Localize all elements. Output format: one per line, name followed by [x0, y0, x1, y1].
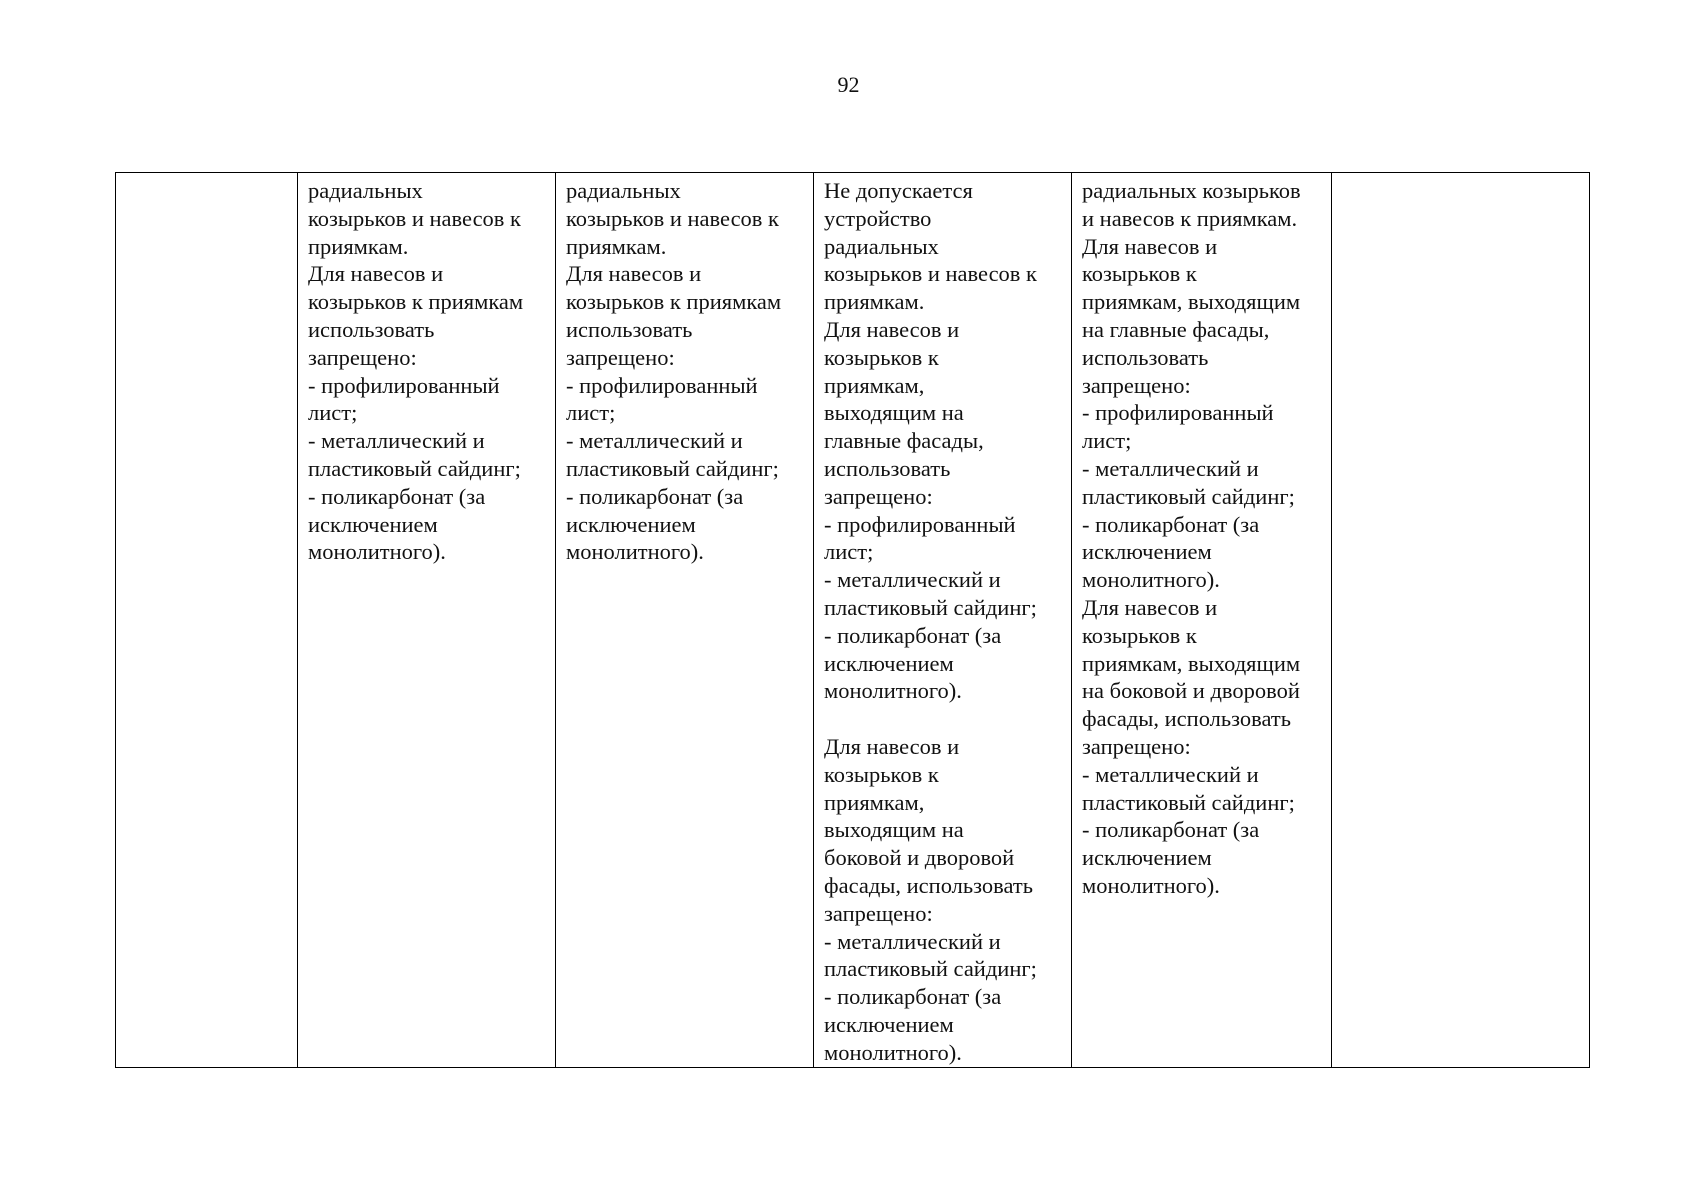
cell-text-line	[824, 705, 1063, 733]
cell-text-line: исключением	[824, 650, 954, 676]
cell-text-line: лист;	[824, 539, 874, 565]
table-row	[116, 173, 1590, 1068]
cell-text-line: - металлический и	[1082, 455, 1259, 481]
cell-text-line: главные фасады,	[824, 428, 984, 454]
cell-text-line: - металлический и	[824, 567, 1001, 593]
cell-text-line: на главные фасады,	[1082, 316, 1270, 342]
cell-text-line: приямкам.	[566, 233, 667, 259]
cell-text-line: пластиковый сайдинг;	[1082, 483, 1295, 509]
cell-text-line: козырьков к приямкам	[566, 289, 782, 315]
cell-text-line: - профилированный	[1082, 400, 1274, 426]
cell-text-line: запрещено:	[308, 344, 417, 370]
cell-text-line: радиальных козырьков	[1082, 178, 1301, 203]
cell-text-line: приямкам, выходящим	[1082, 650, 1301, 676]
cell-text-line: козырьков к	[824, 761, 939, 787]
cell-text-line: козырьков и навесов к	[824, 261, 1037, 287]
cell-text-line: Для навесов и	[1082, 594, 1218, 620]
cell-text-line: фасады, использовать	[1082, 706, 1291, 732]
cell-text-line: боковой и дворовой	[824, 845, 1015, 871]
cell-text-line: выходящим на	[824, 400, 964, 426]
cell-text-line: - металлический и	[308, 428, 485, 454]
cell-text-line: на боковой и дворовой	[1082, 678, 1300, 704]
cell-text-line: монолитного).	[308, 539, 446, 565]
cell-text-line: Не допускается	[824, 178, 973, 203]
cell-text-line: - поликарбонат (за	[308, 483, 486, 509]
table-cell-col-3	[556, 173, 814, 1068]
cell-text-line: - металлический и	[566, 428, 743, 454]
cell-text-line: Для навесов и	[308, 261, 444, 287]
cell-text-line: использовать	[308, 316, 435, 342]
cell-text-line: монолитного).	[1082, 567, 1220, 593]
cell-text-line: пластиковый сайдинг;	[824, 956, 1037, 982]
cell-text-line: - профилированный	[308, 372, 500, 398]
cell-text-line: запрещено:	[1082, 372, 1191, 398]
cell-text-line: использовать	[1082, 344, 1209, 370]
table-cell-col-2	[298, 173, 556, 1068]
cell-text-line: козырьков к приямкам	[308, 289, 524, 315]
cell-text-line: запрещено:	[824, 483, 933, 509]
cell-text-line: пластиковый сайдинг;	[824, 594, 1037, 620]
cell-text-line: - поликарбонат (за	[824, 622, 1002, 648]
table-cell-col-1	[116, 173, 298, 1068]
cell-text-line: монолитного).	[566, 539, 704, 565]
cell-text-line: козырьков к	[1082, 261, 1197, 287]
table-cell-col-4	[814, 173, 1072, 1068]
cell-text-line: выходящим на	[824, 817, 964, 843]
cell-text-line: лист;	[566, 400, 616, 426]
cell-text-line: радиальных	[566, 178, 681, 203]
cell-text-line: приямкам,	[824, 789, 925, 815]
cell-text-line: исключением	[566, 511, 696, 537]
cell-text-line: запрещено:	[566, 344, 675, 370]
table-cell-col-5	[1072, 173, 1332, 1068]
cell-text-line: приямкам.	[824, 289, 925, 315]
cell-text-line: использовать	[566, 316, 693, 342]
cell-text-line: - поликарбонат (за	[1082, 511, 1260, 537]
cell-text-line: запрещено:	[824, 900, 933, 926]
page-number: 92	[837, 72, 860, 97]
cell-text-line: козырьков и навесов к	[566, 205, 779, 231]
cell-text-line: козырьков и навесов к	[308, 205, 521, 231]
cell-text-line: Для навесов и	[824, 316, 960, 342]
regulations-table	[115, 172, 1590, 1068]
cell-text-line: использовать	[824, 455, 951, 481]
cell-text-line: козырьков к	[1082, 622, 1197, 648]
cell-text-line: фасады, использовать	[824, 872, 1033, 898]
cell-text-line: - профилированный	[566, 372, 758, 398]
cell-text-line: - поликарбонат (за	[824, 984, 1002, 1010]
cell-text-line: лист;	[308, 400, 358, 426]
cell-text-line: приямкам.	[308, 233, 409, 259]
cell-text-line: пластиковый сайдинг;	[308, 455, 521, 481]
cell-text-line: запрещено:	[1082, 733, 1191, 759]
cell-text-line: - профилированный	[824, 511, 1016, 537]
cell-text-line: приямкам,	[824, 372, 925, 398]
table-cell-col-6	[1332, 173, 1590, 1068]
cell-text-line: пластиковый сайдинг;	[566, 455, 779, 481]
cell-text-line: исключением	[824, 1011, 954, 1037]
cell-text-line: Для навесов и	[824, 733, 960, 759]
cell-text-line: - металлический и	[824, 928, 1001, 954]
cell-text-line: радиальных	[308, 178, 423, 203]
cell-text-line: монолитного).	[1082, 872, 1220, 898]
cell-text-line: монолитного).	[824, 1039, 962, 1065]
cell-text-line: - поликарбонат (за	[1082, 817, 1260, 843]
cell-text-line: исключением	[1082, 845, 1212, 871]
cell-text-line: приямкам, выходящим	[1082, 289, 1301, 315]
cell-text-line: - поликарбонат (за	[566, 483, 744, 509]
cell-text-line: пластиковый сайдинг;	[1082, 789, 1295, 815]
cell-text-line: - металлический и	[1082, 761, 1259, 787]
cell-text-line: Для навесов и	[566, 261, 702, 287]
cell-text-line: лист;	[1082, 428, 1132, 454]
cell-text-line: радиальных	[824, 233, 939, 259]
cell-text-line: исключением	[1082, 539, 1212, 565]
cell-text-line: устройство	[824, 205, 932, 231]
cell-text-line: и навесов к приямкам.	[1082, 205, 1298, 231]
cell-text-line: исключением	[308, 511, 438, 537]
cell-text-line: монолитного).	[824, 678, 962, 704]
cell-text-line: Для навесов и	[1082, 233, 1218, 259]
cell-text-line: козырьков к	[824, 344, 939, 370]
